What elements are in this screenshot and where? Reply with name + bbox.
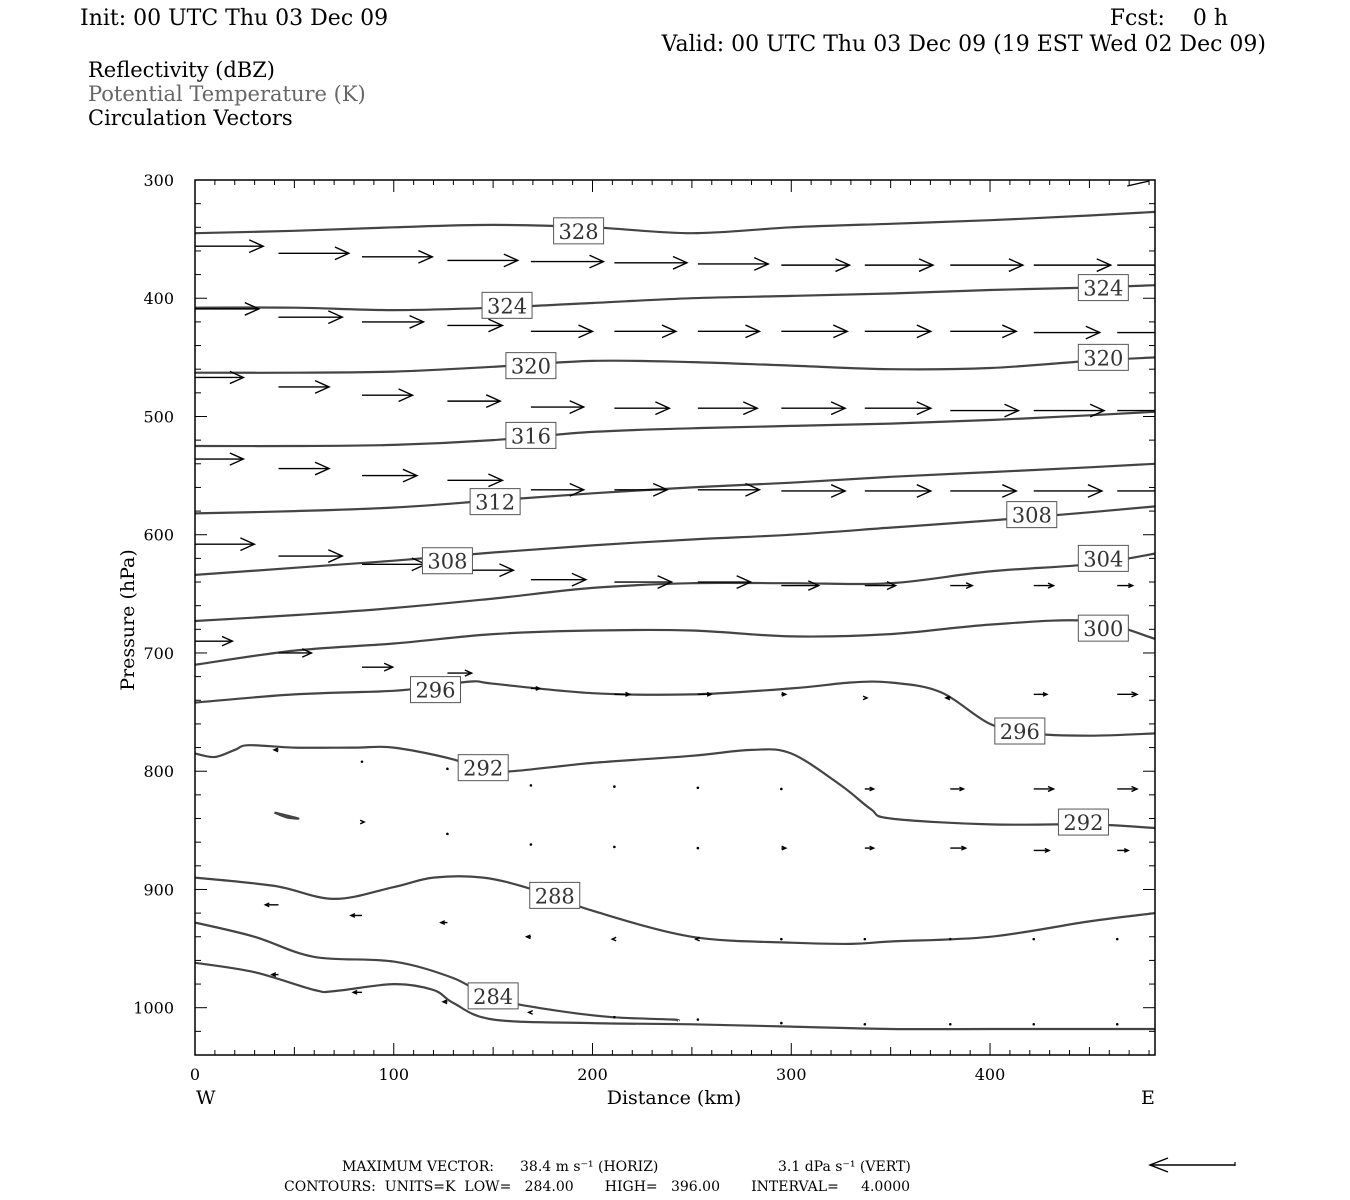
west-label: W <box>196 1087 216 1109</box>
circulation-vector <box>614 483 667 496</box>
contour-label-320 <box>1078 344 1128 370</box>
circulation-vector <box>1117 259 1183 272</box>
circulation-vector <box>781 402 845 415</box>
circulation-vector <box>697 847 700 850</box>
circulation-vector <box>613 1016 616 1019</box>
circulation-vector <box>278 311 342 324</box>
circulation-vector <box>353 991 362 995</box>
circulation-vector <box>272 973 279 977</box>
contour-label-text: 316 <box>510 424 551 449</box>
circulation-vector <box>698 258 768 271</box>
circulation-vector <box>865 485 931 498</box>
circulation-vector <box>195 303 259 316</box>
circulation-vector <box>1032 1023 1035 1026</box>
circulation-vector <box>781 259 849 272</box>
vector-dot <box>697 1018 700 1021</box>
contour-label-288 <box>530 882 580 908</box>
circulation-vector <box>1117 404 1183 417</box>
contour-label-text: 292 <box>1063 811 1104 836</box>
circulation-vector <box>195 636 232 645</box>
circulation-vector <box>1034 259 1111 272</box>
x-tick-label: 200 <box>577 1065 608 1084</box>
circulation-vector <box>1032 938 1035 941</box>
circulation-vector <box>1117 786 1137 791</box>
contour-label-text: 320 <box>510 354 551 379</box>
circulation-vector <box>780 1022 783 1025</box>
theta-contour-320 <box>195 357 1155 372</box>
circulation-vector <box>362 316 424 329</box>
circulation-vector <box>613 785 616 788</box>
max-vector-vert: 3.1 dPa s⁻¹ (VERT) <box>778 1159 911 1175</box>
reference-vector-arrow <box>1150 1158 1235 1172</box>
vector-dot <box>446 833 449 836</box>
title-vectors: Circulation Vectors <box>88 106 293 130</box>
y-tick-label: 300 <box>143 171 174 190</box>
circulation-vector <box>949 1023 952 1026</box>
circulation-vector <box>1034 848 1049 852</box>
circulation-vector <box>946 696 950 700</box>
circulation-vector <box>865 402 931 415</box>
vector-dot <box>613 1016 616 1019</box>
contour-labels <box>410 218 1128 1009</box>
circulation-vector <box>1034 485 1102 498</box>
circulation-vector <box>865 259 933 272</box>
circulation-vector <box>362 663 393 671</box>
contour-label-text: 312 <box>475 490 516 515</box>
circulation-vector <box>1034 404 1104 417</box>
contour-label-text: 304 <box>1083 547 1124 572</box>
y-axis-label: Pressure (hPa) <box>117 549 139 691</box>
theta-contour-300 <box>195 620 1155 665</box>
circulation-vector <box>698 325 760 338</box>
vector-dot <box>949 1023 952 1026</box>
contour-label-text: 308 <box>427 549 468 574</box>
circulation-vector <box>865 325 931 338</box>
contour-label-296 <box>410 677 460 703</box>
circulation-vector <box>698 402 757 415</box>
circulation-vector <box>443 1000 447 1004</box>
title-theta: Potential Temperature (K) <box>88 82 366 106</box>
circulation-vector <box>274 748 278 752</box>
vector-dot <box>1032 938 1035 941</box>
circulation-vector <box>447 319 502 332</box>
x-tick-label: 300 <box>775 1065 807 1084</box>
circulation-vector <box>441 921 448 925</box>
circulation-vector <box>865 787 874 791</box>
contour-label-300 <box>1078 615 1128 641</box>
circulation-vector <box>446 768 449 771</box>
circulation-vector <box>950 259 1023 272</box>
vector-dot <box>1032 1023 1035 1026</box>
plot-frame <box>195 180 1155 1055</box>
contour-label-text: 288 <box>534 884 575 909</box>
contour-label-text: 292 <box>463 756 504 781</box>
contour-label-text: 300 <box>1083 617 1124 642</box>
circulation-vector <box>864 938 867 941</box>
contour-label-text: 324 <box>487 294 528 319</box>
circulation-vector <box>780 788 783 791</box>
axis-ticks <box>195 180 1155 1055</box>
theta-contour-284 <box>195 923 679 1021</box>
circulation-vector <box>446 833 449 836</box>
circulation-vector <box>612 937 616 941</box>
vector-dot <box>361 760 364 763</box>
theta-contour-324 <box>195 285 1155 310</box>
circulation-vector <box>614 692 629 696</box>
contour-label-320 <box>506 353 556 379</box>
forecast-hour: Fcst: 0 h <box>1109 6 1228 31</box>
circulation-vector <box>863 696 867 700</box>
vector-head <box>1169 404 1183 417</box>
circulation-vector <box>1117 692 1137 697</box>
max-vector-horiz: 38.4 m s⁻¹ (HORIZ) <box>520 1159 659 1175</box>
vector-dot <box>530 843 533 846</box>
y-tick-label: 600 <box>143 525 174 545</box>
contour-label-text: 296 <box>999 720 1040 745</box>
vector-dot <box>613 846 616 849</box>
x-tick-label: 0 <box>189 1065 201 1084</box>
circulation-vector <box>781 325 847 338</box>
contour-label-292 <box>1058 809 1108 835</box>
circulation-vector <box>360 820 364 824</box>
contour-label-304 <box>1078 545 1128 571</box>
contour-label-284 <box>468 983 518 1009</box>
x-tick-label: 100 <box>378 1065 410 1084</box>
contour-label-292 <box>458 755 508 781</box>
contour-label-296 <box>995 718 1045 744</box>
y-tick-label: 400 <box>143 289 174 309</box>
circulation-vector <box>1034 583 1054 588</box>
contour-label-316 <box>506 422 556 448</box>
circulation-vector <box>529 1011 533 1015</box>
contours-info: CONTOURS: UNITS=K LOW= 284.00 HIGH= 396.00 INTERVAL= 4.0000 <box>284 1179 911 1195</box>
circulation-vector <box>1034 693 1047 697</box>
circulation-vector <box>865 846 874 850</box>
circulation-vector <box>195 538 254 551</box>
circulation-vector <box>351 914 362 918</box>
y-tick-label: 700 <box>143 643 174 663</box>
theta-contour-292 <box>275 813 299 819</box>
vector-head <box>1169 485 1183 498</box>
y-tick-label: 500 <box>143 407 174 427</box>
circulation-vector <box>1117 326 1183 339</box>
theta-contour-316 <box>195 412 1155 449</box>
theta-contour-328 <box>195 212 1155 233</box>
circulation-vector <box>950 404 1018 417</box>
circulation-vector <box>1116 1023 1119 1026</box>
title-reflectivity: Reflectivity (dBZ) <box>88 58 276 82</box>
contour-label-308 <box>422 548 472 574</box>
vector-dot <box>949 938 952 941</box>
circulation-vector <box>698 576 751 589</box>
circulation-vector <box>361 760 364 763</box>
init-time: Init: 00 UTC Thu 03 Dec 09 <box>80 6 389 31</box>
circulation-vector <box>950 325 1016 338</box>
circulation-vector <box>530 843 533 846</box>
contour-label-324 <box>482 292 532 318</box>
vector-dot <box>697 786 700 789</box>
contour-label-text: 324 <box>1083 276 1124 301</box>
vector-dot <box>780 788 783 791</box>
contour-label-text: 296 <box>415 678 456 703</box>
circulation-vector <box>362 389 413 402</box>
circulation-vector <box>614 325 676 338</box>
circulation-vector <box>1117 849 1128 853</box>
circulation-vector <box>1034 326 1100 339</box>
circulation-vector <box>530 784 533 787</box>
y-tick-label: 800 <box>143 762 174 782</box>
circulation-vector <box>531 401 584 414</box>
circulation-vector <box>614 402 669 415</box>
x-axis-label: Distance (km) <box>606 1087 742 1109</box>
circulation-vector <box>362 251 432 264</box>
circulation-vector <box>531 325 593 338</box>
vector-dot <box>697 847 700 850</box>
y-tick-label: 1000 <box>133 998 174 1018</box>
circulation-vector <box>864 1023 867 1026</box>
vector-dot <box>780 1022 783 1025</box>
circulation-vector <box>697 1018 700 1021</box>
contour-label-text: 328 <box>558 219 599 244</box>
vector-dot <box>864 938 867 941</box>
circulation-vector <box>278 462 329 475</box>
circulation-vector <box>950 485 1016 498</box>
circulation-vector <box>950 846 965 850</box>
vector-dot <box>780 938 783 941</box>
contour-label-328 <box>554 218 604 244</box>
circulation-vector <box>949 938 952 941</box>
circulation-vector <box>780 938 783 941</box>
theta-contour-292 <box>195 745 1155 828</box>
vector-dot <box>864 1023 867 1026</box>
circulation-vector <box>447 474 502 487</box>
circulation-vector <box>781 846 785 850</box>
circulation-vector <box>195 453 243 465</box>
circulation-vector <box>781 693 785 697</box>
circulation-vector <box>278 550 342 563</box>
circulation-vector <box>265 903 278 907</box>
x-tick-label: 400 <box>974 1065 1006 1084</box>
circulation-vector <box>613 846 616 849</box>
max-vector-label: MAXIMUM VECTOR: <box>342 1159 494 1175</box>
circulation-vector <box>1116 938 1119 941</box>
contour-label-text: 284 <box>473 984 514 1009</box>
valid-time: Valid: 00 UTC Thu 03 Dec 09 (19 EST Wed 02 Dec 09) <box>661 32 1266 57</box>
circulation-vector <box>531 573 586 586</box>
circulation-vector <box>1034 786 1054 791</box>
circulation-vector <box>527 935 531 939</box>
circulation-vector <box>447 670 471 676</box>
contour-label-text: 320 <box>1083 346 1124 371</box>
circulation-vector <box>278 381 329 394</box>
circulation-vector <box>950 787 963 791</box>
circulation-vector <box>195 240 263 253</box>
circulation-vector <box>447 254 517 267</box>
circulation-vector <box>614 256 687 269</box>
circulation-vector <box>781 485 845 498</box>
contour-label-text: 308 <box>1011 503 1052 528</box>
circulation-vector <box>950 583 972 589</box>
vector-dot <box>530 784 533 787</box>
y-tick-label: 900 <box>143 880 174 900</box>
east-label: E <box>1141 1087 1155 1109</box>
circulation-vector <box>362 469 417 482</box>
vector-head <box>1169 259 1183 272</box>
vector-dot <box>446 768 449 771</box>
contour-label-308 <box>1007 502 1057 528</box>
vector-dot <box>1116 1023 1119 1026</box>
circulation-vector <box>1117 485 1183 498</box>
circulation-vector <box>447 395 500 408</box>
circulation-vector <box>1117 584 1132 588</box>
contour-label-324 <box>1078 275 1128 301</box>
vector-head <box>1169 326 1183 339</box>
circulation-vector <box>531 255 604 268</box>
circulation-vector-partial <box>1127 181 1149 186</box>
vector-dot <box>1116 938 1119 941</box>
circulation-vector <box>697 786 700 789</box>
contour-label-312 <box>470 489 520 515</box>
circulation-vector <box>278 247 348 260</box>
theta-contour-288 <box>195 876 1155 944</box>
vector-dot <box>613 785 616 788</box>
